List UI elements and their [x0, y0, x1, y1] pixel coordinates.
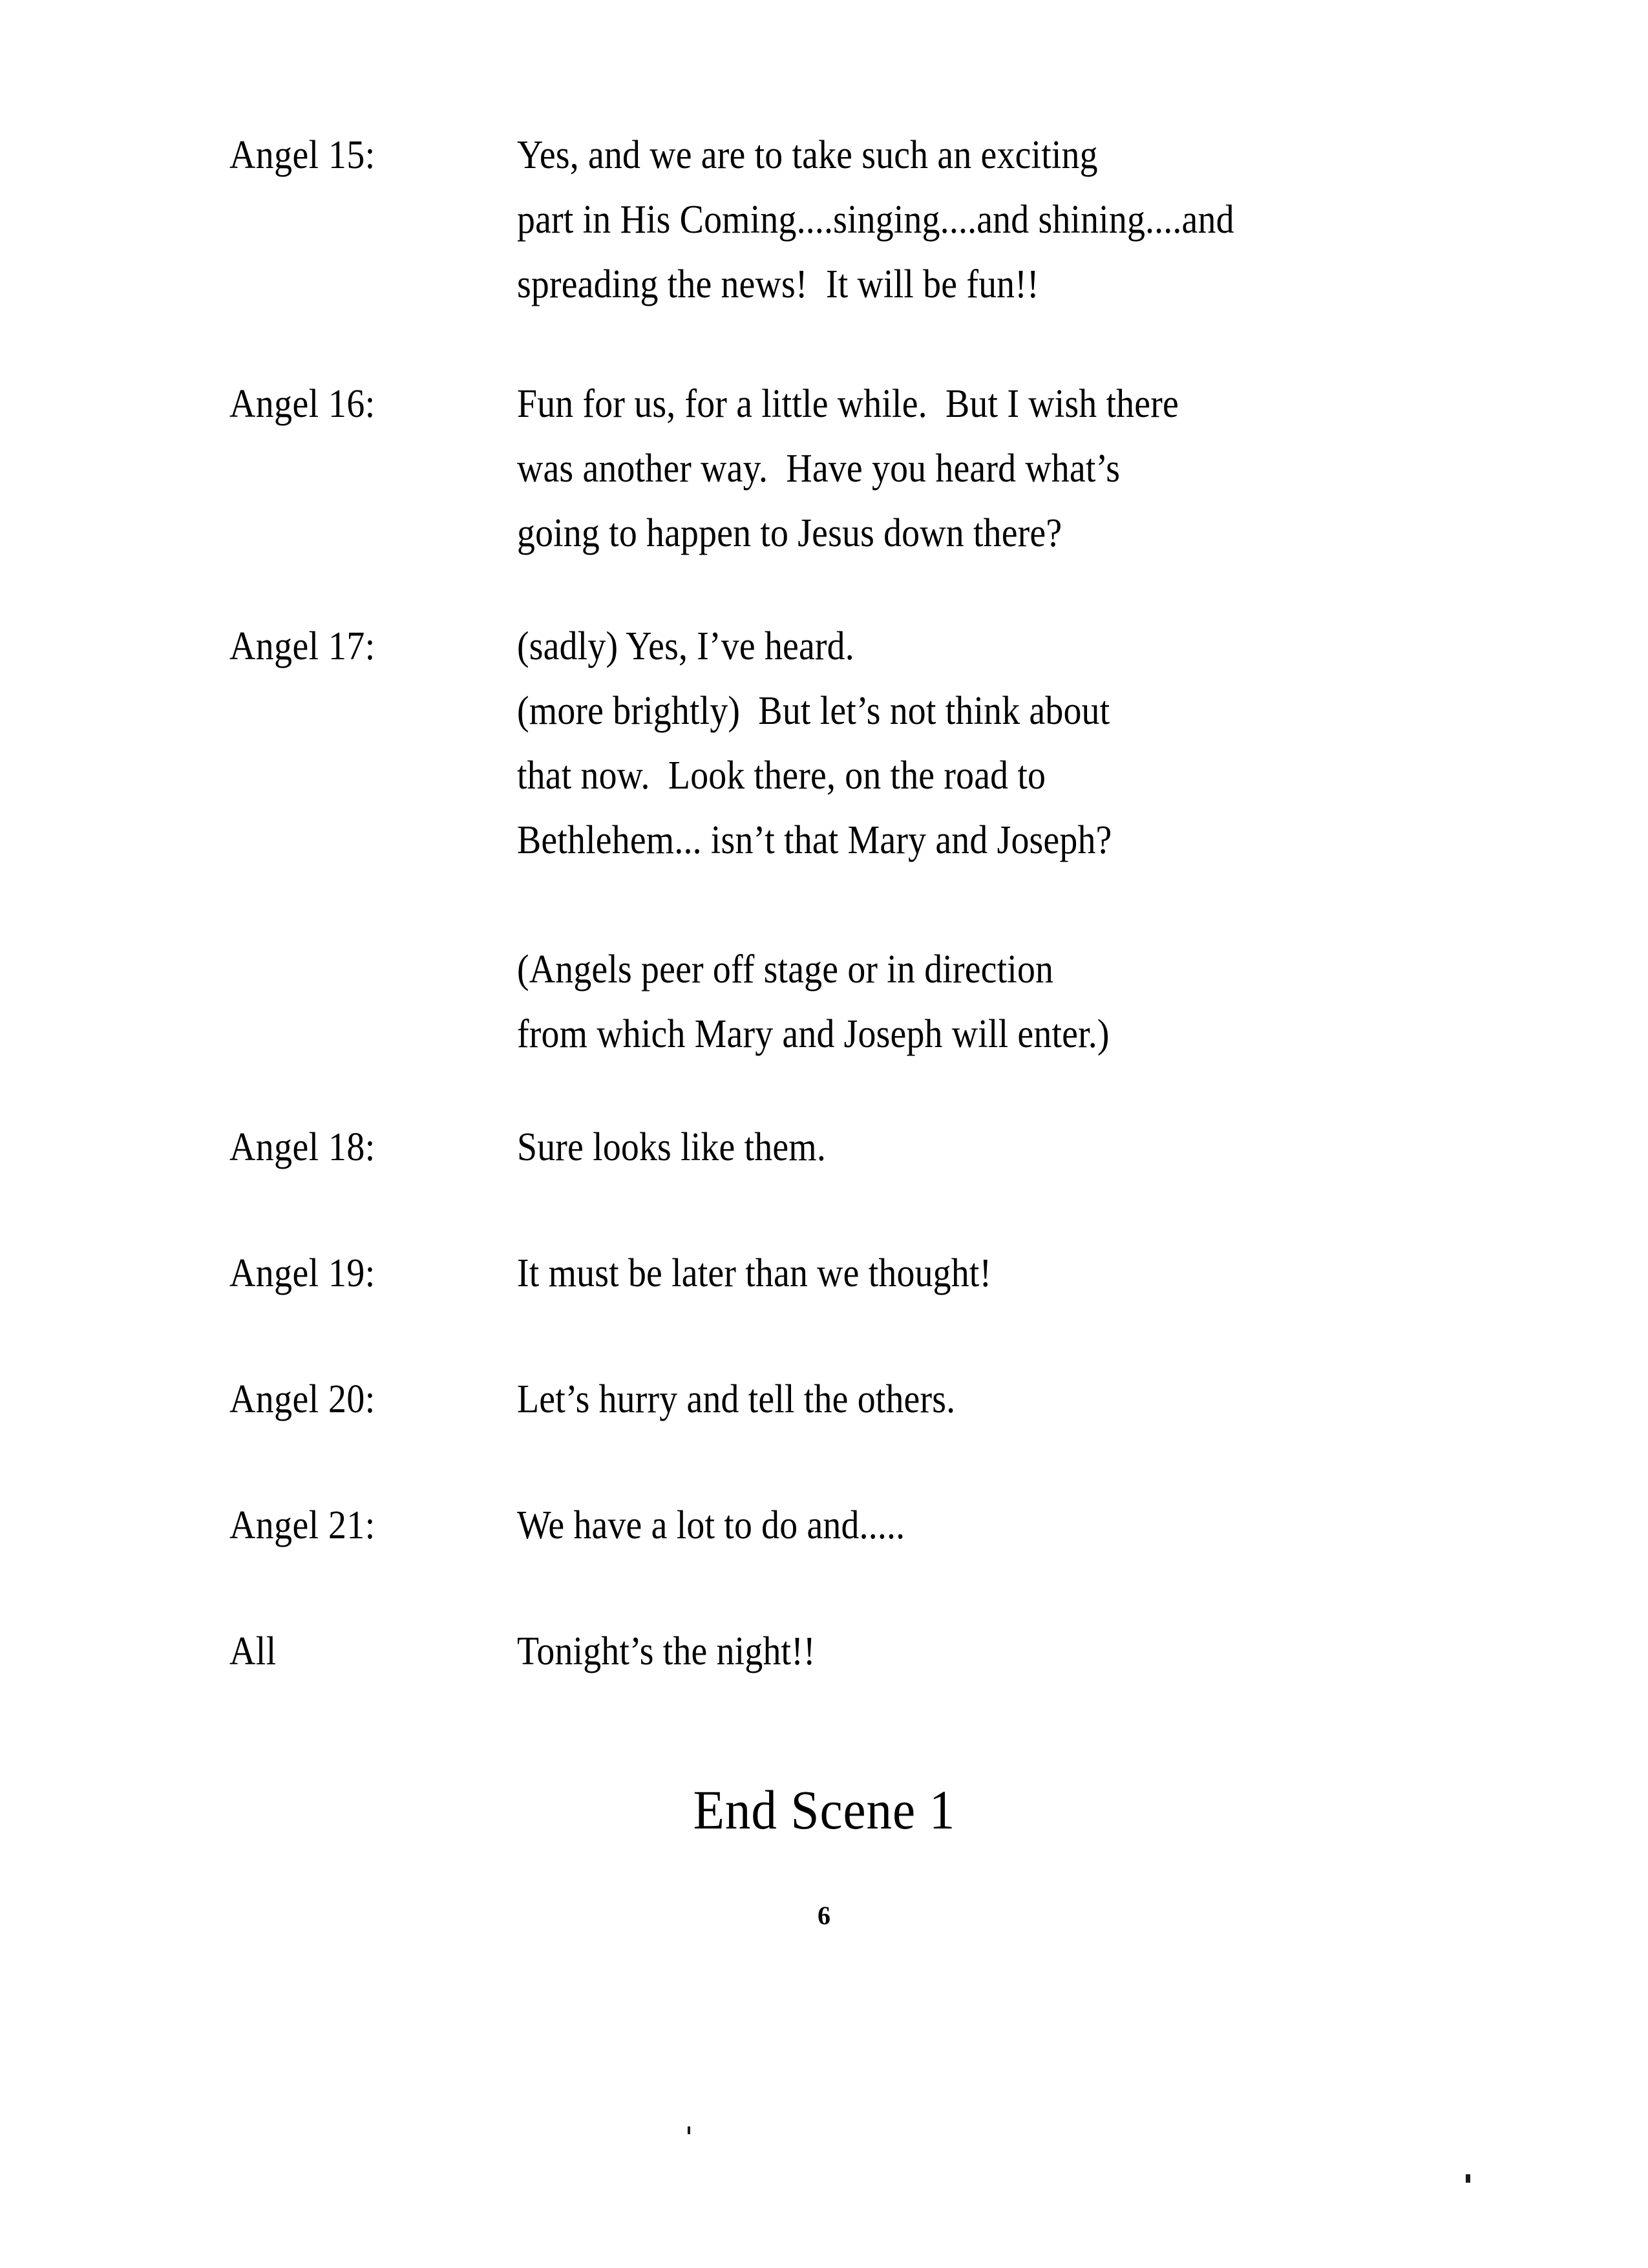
speaker-label: Angel 18:	[229, 1125, 375, 1169]
speaker-label: Angel 20:	[229, 1377, 375, 1421]
cue-spacer	[229, 1180, 1412, 1241]
dialogue-line: Fun for us, for a little while. But I wish there	[517, 382, 1179, 426]
dialogue-line: (Angels peer off stage or in direction	[517, 948, 1054, 991]
speaker-label: All	[229, 1629, 277, 1673]
dialogue-line: Sure looks like them.	[517, 1125, 827, 1169]
dialogue-cue	[229, 1115, 1412, 1180]
speaker-label: Angel 16:	[229, 382, 375, 426]
dialogue-cue	[229, 123, 1412, 317]
dialogue-line: going to happen to Jesus down there?	[517, 511, 1062, 555]
scan-speckle	[688, 2126, 690, 2134]
speaker-label: Angel 15:	[229, 133, 375, 177]
dialogue-cue	[229, 1367, 1412, 1432]
dialogue-text	[517, 1493, 1323, 1558]
page-number: 6	[818, 1901, 830, 1930]
dialogue-line: from which Mary and Joseph will enter.)	[517, 1012, 1110, 1056]
dialogue-line: that now. Look there, on the road to	[517, 754, 1046, 798]
cue-spacer	[229, 1066, 1412, 1115]
end-scene-heading	[0, 1774, 1648, 1845]
dialogue-line: We have a lot to do and.....	[517, 1503, 905, 1547]
dialogue-cue	[229, 1619, 1412, 1684]
dialogue-cue	[229, 372, 1412, 566]
dialogue-cue	[229, 1493, 1412, 1558]
dialogue-text	[517, 1619, 1323, 1684]
dialogue-line: part in His Coming....singing....and shining....and	[517, 198, 1234, 242]
speaker-label: Angel 21:	[229, 1503, 375, 1547]
dialogue-text	[517, 123, 1323, 317]
dialogue-line: was another way. Have you heard what’s	[517, 447, 1121, 491]
dialogue-text	[517, 1241, 1323, 1306]
script-body	[229, 123, 1412, 1684]
dialogue-line: (sadly) Yes, I’ve heard.	[517, 624, 854, 668]
dialogue-line: Yes, and we are to take such an exciting	[517, 133, 1098, 177]
cue-spacer	[229, 1558, 1412, 1619]
dialogue-line	[517, 873, 1323, 937]
scan-speckle	[1466, 2174, 1470, 2183]
end-scene-label: End Scene 1	[693, 1779, 955, 1841]
dialogue-line: Bethlehem... isn’t that Mary and Joseph?	[517, 818, 1112, 862]
dialogue-cue	[229, 614, 1412, 1066]
dialogue-text	[517, 372, 1323, 566]
dialogue-text	[517, 614, 1323, 1066]
speaker-label: Angel 17:	[229, 624, 375, 668]
dialogue-line: (more brightly) But let’s not think about	[517, 689, 1110, 733]
cue-spacer	[229, 1306, 1412, 1367]
dialogue-line: It must be later than we thought!	[517, 1251, 992, 1295]
dialogue-line: Let’s hurry and tell the others.	[517, 1377, 956, 1421]
speaker-label: Angel 19:	[229, 1251, 375, 1295]
dialogue-text	[517, 1367, 1323, 1432]
cue-spacer	[229, 1432, 1412, 1493]
cue-spacer	[229, 566, 1412, 614]
cue-spacer	[229, 317, 1412, 372]
dialogue-text	[517, 1115, 1323, 1180]
dialogue-line: spreading the news! It will be fun!!	[517, 262, 1039, 306]
dialogue-cue	[229, 1241, 1412, 1306]
dialogue-line: Tonight’s the night!!	[517, 1629, 816, 1673]
